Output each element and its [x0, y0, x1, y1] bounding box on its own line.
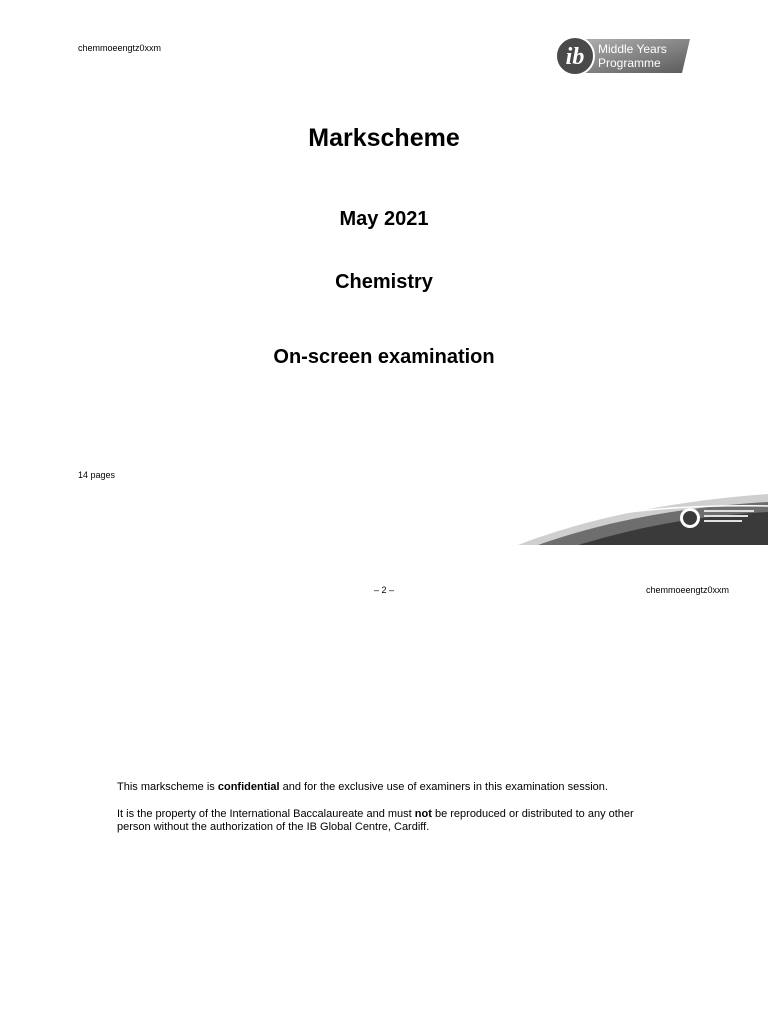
- ib-logo-icon: [556, 37, 594, 75]
- subject-title: Chemistry: [335, 271, 433, 293]
- property-notice: It is the property of the International Baccalaureate and must not be reproduced or distributed to any other person without the authorization of the IB Global Centre, Cardiff.: [117, 808, 634, 833]
- confidentiality-page: [0, 545, 768, 1024]
- page-count: 14 pages: [78, 470, 116, 480]
- paper-code: chemmoeengtz0xxm: [645, 585, 729, 595]
- paper-code: chemmoeengtz0xxm: [78, 43, 162, 53]
- page-number: – 2 –: [373, 585, 395, 595]
- svg-text:Programme: Programme: [598, 56, 661, 70]
- svg-text:ib: ib: [565, 44, 585, 70]
- ib-myp-logo: [554, 35, 692, 77]
- exam-type: On-screen examination: [273, 346, 495, 368]
- emphasis-not: not: [414, 808, 432, 820]
- ib-footer-swoosh: [518, 492, 768, 545]
- svg-text:Middle Years: Middle Years: [598, 42, 667, 56]
- confidential-notice: This markscheme is confidential and for the exclusive use of examiners in this examination session.: [117, 781, 608, 793]
- emphasis-confidential: confidential: [217, 781, 280, 793]
- exam-date: May 2021: [339, 208, 429, 230]
- document-title: Markscheme: [308, 124, 460, 152]
